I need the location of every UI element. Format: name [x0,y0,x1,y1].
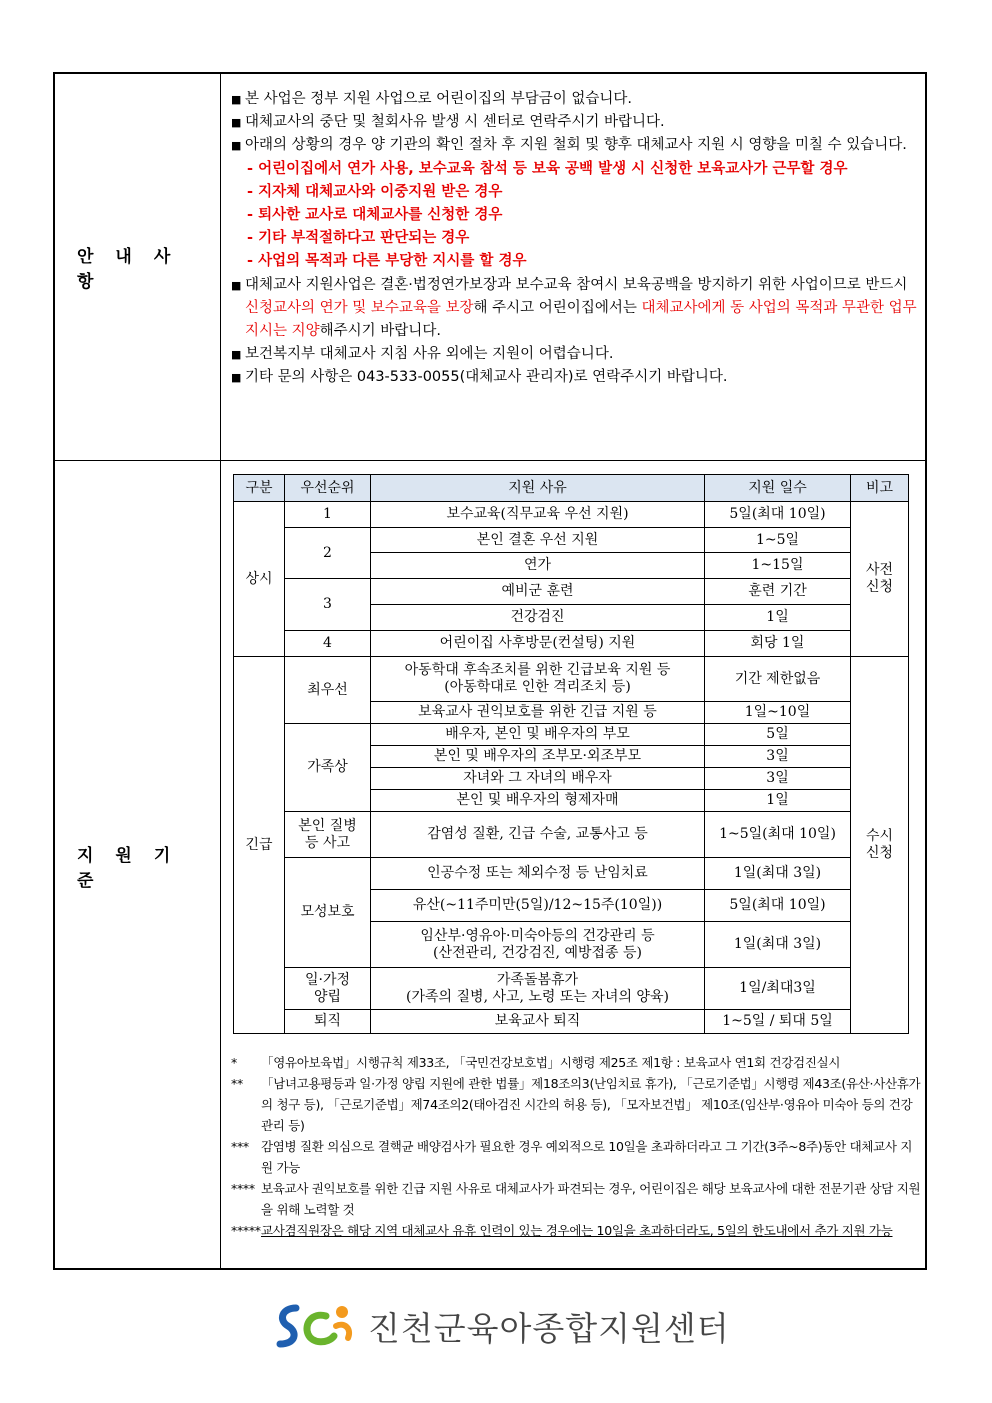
priority-cell: 4 [285,631,371,657]
days-cell: 1일(최대 3일) [705,858,851,890]
days-cell: 1~5일 / 퇴대 5일 [705,1010,851,1034]
notice-bullet-mixed [231,274,921,344]
org-name: 진천군육아종합지원센터 [368,1308,730,1348]
notice-red-item: - 사업의 목적과 다른 부당한 지시를 할 경우 [247,253,527,270]
document-frame [53,72,927,1270]
notice-red-item: - 퇴사한 교사로 대체교사를 신청한 경우 [247,207,503,224]
footnote-mark: ** [231,1076,243,1091]
days-cell: 1일/최대3일 [705,968,851,1010]
reason-cell: 보수교육(직무교육 우선 지원) [371,502,705,528]
notice-content [231,88,921,390]
note-cell: 수시 신청 [851,657,909,1034]
col-header: 지원 사유 [371,475,705,502]
priority-cell: 최우선 [285,657,371,724]
reason-cell: 인공수정 또는 체외수정 등 난임치료 [371,858,705,890]
group-cell: 상시 [234,502,285,657]
notice-red-item: - 지자체 대체교사와 이중지원 받은 경우 [247,183,503,200]
footnote [231,1220,921,1241]
footnote-text: 감염병 질환 의심으로 결핵균 배양검사가 필요한 경우 예외적으로 10일을 초과하더라고 그 기간(3주~8주)동안 대체교사 지원 가능 [261,1139,913,1175]
reason-cell: 유산(~11주미만(5일)/12~15주(10일)) [371,890,705,922]
priority-cell: 3 [285,579,371,631]
red-text-run: 대체교사에게 동 사업의 목적과 무관한 업무지시는 지양 [245,299,917,340]
footnote-mark: *** [231,1139,249,1154]
support-criteria-table [233,474,909,1034]
reason-cell: 가족돌봄휴가 (가족의 질병, 사고, 노령 또는 자녀의 양육) [371,968,705,1010]
days-cell: 1일~10일 [705,702,851,724]
reason-cell: 건강검진 [371,605,705,631]
priority-cell: 모성보호 [285,858,371,968]
notice-bullet: ■ 아래의 상황의 경우 양 기관의 확인 절차 후 지원 철회 및 향후 대체교사 지원 시 영향을 미칠 수 있습니다. [231,134,921,157]
notice-red-item: - 어린이집에서 연가 사용, 보수교육 참석 등 보육 공백 발생 시 신청한 보육교사가 근무할 경우 [247,160,848,177]
section-label-notice: 안내사항 [55,74,221,460]
notice-red-item: - 기타 부적절하다고 판단되는 경우 [247,230,470,247]
days-cell: 1일 [705,605,851,631]
section-label-criteria: 지원기준 [55,461,221,1270]
footnote-text: 「남녀고용평등과 일·가정 양립 지원에 관한 법률」제18조의3(난임치료 휴가), 「근로기준법」시행령 제43조(유산·사산휴가의 청구 등), 「근로기준법」제74조의2(태아검진 시간의 허용 등), 「모자보건법」 제10조(임산부·영유아 미숙아 등의 건강관리 등) [261,1076,921,1133]
footnote [231,1136,921,1178]
days-cell: 1~5일(최대 10일) [705,812,851,858]
footnote-text: 교사겸직원장은 해당 지역 대체교사 유휴 인력이 있는 경우에는 10일을 초과하더라도, 5일의 한도내에서 추가 지원 가능 [261,1223,893,1238]
footnote [231,1178,921,1220]
text-run: 해 주시고 어린이집에서는 [473,299,642,316]
col-header: 우선순위 [285,475,371,502]
text-run: 대체교사 지원사업은 결혼·법정연가보장과 보수교육 참여시 보육공백을 방지하기 위한 사업이므로 반드시 [245,276,908,293]
days-cell: 1일(최대 3일) [705,922,851,968]
footnote [231,1073,921,1136]
footnotes [231,1052,921,1241]
footnote-mark: **** [231,1181,255,1196]
days-cell: 5일 [705,724,851,746]
col-header: 구분 [234,475,285,502]
reason-cell: 감염성 질환, 긴급 수술, 교통사고 등 [371,812,705,858]
reason-cell: 보육교사 권익보호를 위한 긴급 지원 등 [371,702,705,724]
notice-bullet: ■ 대체교사의 중단 및 철회사유 발생 시 센터로 연락주시기 바랍니다. [231,111,921,134]
days-cell: 3일 [705,768,851,790]
days-cell: 기간 제한없음 [705,657,851,702]
notice-bullet: ■ 기타 문의 사항은 043-533-0055(대체교사 관리자)로 연락주시기 바랍니다. [231,366,921,389]
footer [272,1296,730,1356]
days-cell: 3일 [705,746,851,768]
footnote-text: 보육교사 권익보호를 위한 긴급 지원 사유로 대체교사가 파견되는 경우, 어린이집은 해당 보육교사에 대한 전문기관 상담 지원을 위해 노력할 것 [261,1181,921,1217]
col-header: 비고 [851,475,909,502]
notice-bullet: ■ 보건복지부 대체교사 지침 사유 외에는 지원이 어렵습니다. [231,343,921,366]
days-cell: 1~15일 [705,553,851,579]
days-cell: 회당 1일 [705,631,851,657]
reason-cell: 본인 결혼 우선 지원 [371,528,705,553]
priority-cell: 2 [285,528,371,579]
reason-cell: 본인 및 배우자의 형제자매 [371,790,705,812]
days-cell: 5일(최대 10일) [705,890,851,922]
days-cell: 훈련 기간 [705,579,851,605]
reason-cell: 자녀와 그 자녀의 배우자 [371,768,705,790]
reason-cell: 예비군 훈련 [371,579,705,605]
col-header: 지원 일수 [705,475,851,502]
footnote [231,1052,921,1073]
days-cell: 1~5일 [705,528,851,553]
reason-cell: 배우자, 본인 및 배우자의 부모 [371,724,705,746]
reason-cell: 보육교사 퇴직 [371,1010,705,1034]
footnote-text: 「영유아보육법」시행규칙 제33조, 「국민건강보호법」시행령 제25조 제1항 : 보육교사 연1회 건강검진실시 [261,1055,841,1070]
reason-cell: 임산부·영유아·미숙아등의 건강관리 등 (산전관리, 건강검진, 예방접종 등) [371,922,705,968]
footnote-mark: ***** [231,1223,261,1238]
note-cell: 사전 신청 [851,502,909,657]
priority-cell: 가족상 [285,724,371,812]
reason-cell: 연가 [371,553,705,579]
text-run: 해주시기 바랍니다. [319,323,441,340]
days-cell: 1일 [705,790,851,812]
priority-cell: 일·가정 양립 [285,968,371,1010]
days-cell: 5일(최대 10일) [705,502,851,528]
red-text-run: 신청교사의 연가 및 보수교육을 보장 [245,299,474,316]
center-logo-icon [272,1300,358,1352]
notice-bullet: ■ 본 사업은 정부 지원 사업으로 어린이집의 부담금이 없습니다. [231,88,921,111]
group-cell: 긴급 [234,657,285,1034]
priority-cell: 퇴직 [285,1010,371,1034]
priority-cell: 1 [285,502,371,528]
footnote-mark: * [231,1055,237,1070]
priority-cell: 본인 질병 등 사고 [285,812,371,858]
reason-cell: 아동학대 후속조치를 위한 긴급보육 지원 등 (아동학대로 인한 격리조치 등) [371,657,705,702]
reason-cell: 어린이집 사후방문(컨설팅) 지원 [371,631,705,657]
reason-cell: 본인 및 배우자의 조부모·외조부모 [371,746,705,768]
